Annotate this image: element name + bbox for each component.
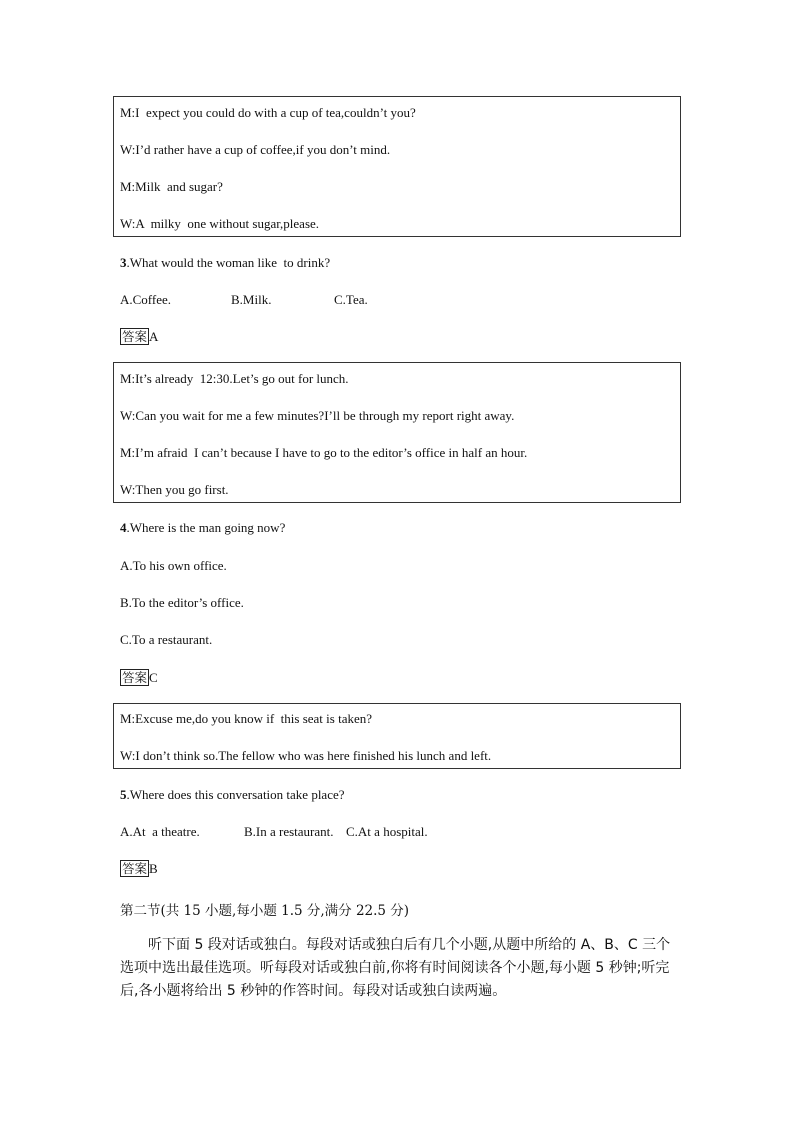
answer-tag: 答案	[122, 329, 148, 344]
option-a: A.Coffee.	[120, 292, 172, 307]
answer-tag: 答案	[122, 861, 148, 876]
question-text: .Where is the man going now?	[126, 520, 286, 535]
dialogue-line: W:Can you wait for me a few minutes?I’ll be through my report right away.	[120, 408, 515, 423]
section-title: 第二节(共 15 小题,每小题 1.5 分,满分 22.5 分)	[120, 903, 410, 919]
option-b: B.To the editor’s office.	[120, 595, 244, 610]
dialogue-box-1	[113, 96, 681, 237]
answer-tag: 答案	[122, 670, 148, 685]
option-a: A.At a theatre.	[120, 824, 200, 839]
dialogue-line: W:I don’t think so.The fellow who was here finished his lunch and left.	[120, 748, 492, 763]
dialogue-line: M:Milk and sugar?	[120, 179, 223, 194]
instruction-line: 听下面 5 段对话或独白。每段对话或独白后有几个小题,从题中所给的 A、B、C 三个	[148, 937, 671, 953]
dialogue-box-3	[113, 703, 681, 769]
question-4	[120, 520, 285, 536]
answer-5	[120, 860, 158, 877]
instruction-line: 后,各小题将给出 5 秒钟的作答时间。每段对话或独白读两遍。	[120, 983, 507, 999]
dialogue-box-2	[113, 362, 681, 503]
question-3	[120, 255, 330, 271]
dialogue-line: M:Excuse me,do you know if this seat is taken?	[120, 711, 373, 726]
dialogue-line: M:It’s already 12:30.Let’s go out for lunch.	[120, 371, 349, 386]
question-5	[120, 787, 345, 803]
section-instructions	[120, 934, 671, 1003]
option-b: B.Milk.	[231, 292, 272, 307]
option-a: A.To his own office.	[120, 558, 227, 573]
question-text: .What would the woman like to drink?	[126, 255, 331, 270]
option-c: C.At a hospital.	[346, 824, 428, 839]
answer-3	[120, 328, 158, 345]
option-c: C.To a restaurant.	[120, 632, 213, 647]
question-number: 4	[120, 520, 127, 535]
instruction-line: 选项中选出最佳选项。听每段对话或独白前,你将有时间阅读各个小题,每小题 5 秒钟;听完	[120, 960, 670, 976]
dialogue-line: M:I expect you could do with a cup of tea,couldn’t you?	[120, 105, 416, 120]
question-text: .Where does this conversation take place?	[126, 787, 345, 802]
option-b: B.In a restaurant.	[244, 824, 334, 839]
answer-value: B	[149, 861, 158, 876]
answer-value: A	[149, 329, 159, 344]
dialogue-line: W:Then you go first.	[120, 482, 229, 497]
answer-value: C	[149, 670, 158, 685]
dialogue-line: M:I’m afraid I can’t because I have to go to the editor’s office in half an hour.	[120, 445, 528, 460]
question-number: 3	[120, 255, 127, 270]
question-number: 5	[120, 787, 127, 802]
answer-4	[120, 669, 158, 686]
dialogue-line: W:A milky one without sugar,please.	[120, 216, 320, 231]
dialogue-line: W:I’d rather have a cup of coffee,if you don’t mind.	[120, 142, 391, 157]
option-c: C.Tea.	[334, 292, 368, 307]
